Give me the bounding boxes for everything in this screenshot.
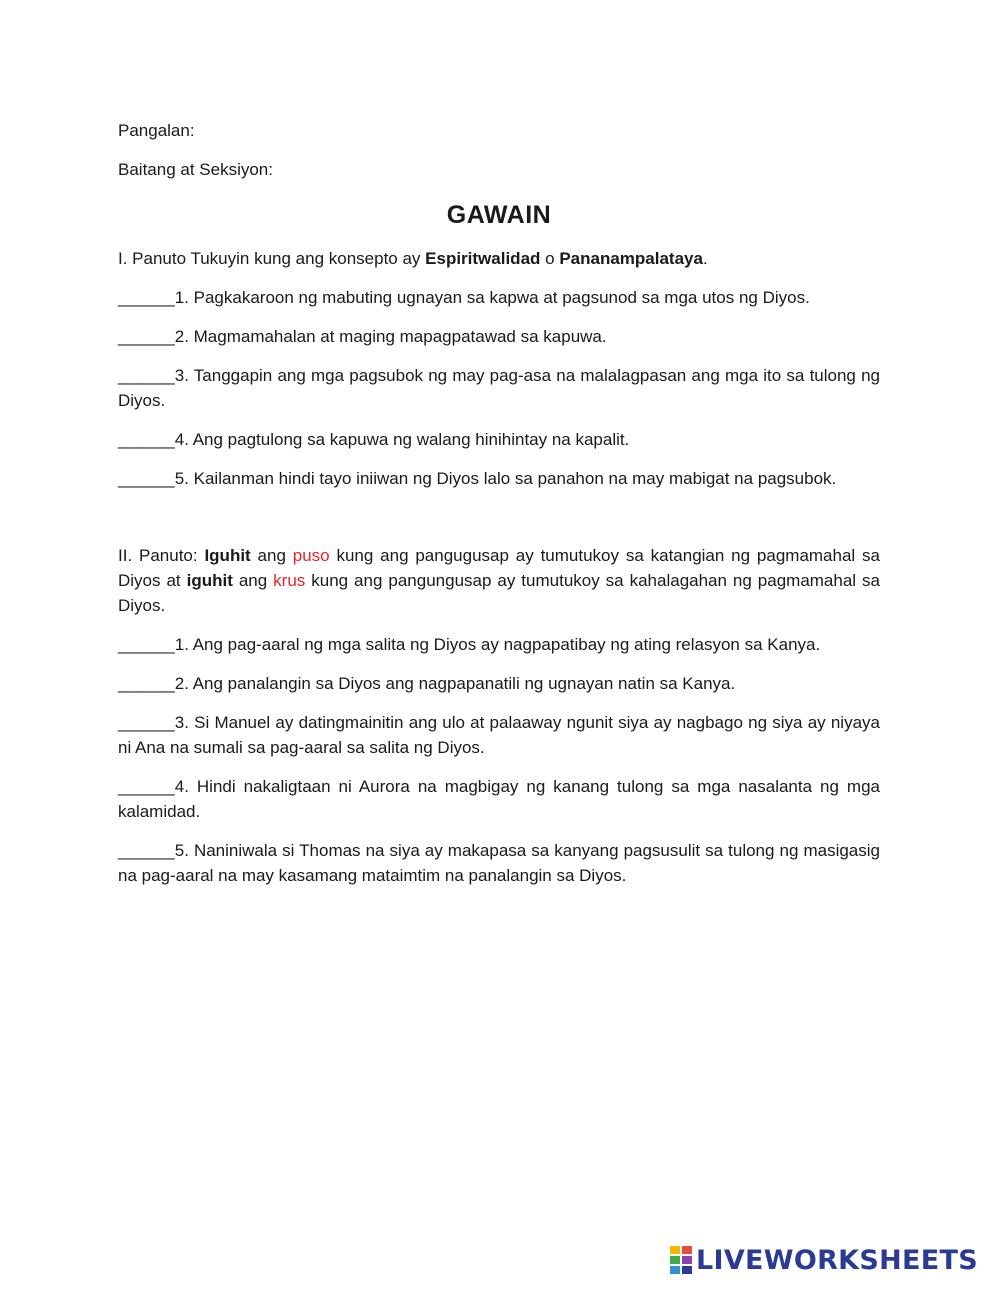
section2-instruction: II. Panuto: Iguhit ang puso kung ang pangugusap ay tumutukoy sa katangian ng pagmamahal sa Diyos at iguhit ang krus kung ang pangungusap ay tumutukoy sa kahalagahan ng pagmamahal sa Diyos. [118,546,880,615]
section2-item-5: ______5. Naniniwala si Thomas na siya ay makapasa sa kanyang pagsusulit sa tulong ng masigasig na pag-aaral na may kasamang mataimtim na panalangin sa Diyos. [118,841,880,885]
page-title: GAWAIN [446,201,552,229]
name-label: Pangalan: [118,121,195,140]
liveworksheets-brand [670,1243,978,1277]
section1-item-3: ______3. Tanggapin ang mga pagsubok ng may pag-asa na malalagpasan ang mga ito sa tulong ng Diyos. [118,366,880,410]
answer-blank[interactable]: ______ [118,635,175,654]
grade-section-label: Baitang at Seksiyon: [118,160,273,179]
worksheet-page [118,118,880,902]
answer-blank[interactable]: ______ [118,777,175,796]
section1-item-4: ______4. Ang pagtulong sa kapuwa ng walang hinihintay na kapalit. [118,430,630,449]
answer-blank[interactable]: ______ [118,469,175,488]
answer-blank[interactable]: ______ [118,430,175,449]
answer-blank[interactable]: ______ [118,327,175,346]
answer-blank[interactable]: ______ [118,713,175,732]
cross-keyword: krus [273,571,306,590]
section2-item-2: ______2. Ang panalangin sa Diyos ang nagpapanatili ng ugnayan natin sa Kanya. [118,674,736,693]
answer-blank[interactable]: ______ [118,366,175,385]
section1-item-5: ______5. Kailanman hindi tayo iniiwan ng Diyos lalo sa panahon na may mabigat na pagsubok. [118,469,837,488]
section-spacer [118,505,880,543]
section2-item-4: ______4. Hindi nakaligtaan ni Aurora na magbigay ng kanang tulong sa mga nasalanta ng mga kalamidad. [118,777,880,821]
section1-item-1: ______1. Pagkakaroon ng mabuting ugnayan sa kapwa at pagsunod sa mga utos ng Diyos. [118,288,810,307]
answer-blank[interactable]: ______ [118,288,175,307]
section2-item-3: ______3. Si Manuel ay datingmainitin ang ulo at palaaway ngunit siya ay nagbago ng siya ay niyaya ni Ana na sumali sa pag-aaral sa salita ng Diyos. [118,713,880,757]
section1-item-2: ______2. Magmamahalan at maging mapagpatawad sa kapuwa. [118,327,607,346]
answer-blank[interactable]: ______ [118,674,175,693]
brand-text: LIVEWORKSHEETS [695,1244,978,1276]
section2-item-1: ______1. Ang pag-aaral ng mga salita ng Diyos ay nagpapatibay ng ating relasyon sa Kanya. [118,635,821,654]
section1-instruction: I. Panuto Tukuyin kung ang konsepto ay Espiritwalidad o Pananampalataya. [118,249,708,268]
liveworksheets-logo-icon [670,1246,692,1274]
answer-blank[interactable]: ______ [118,841,175,860]
heart-keyword: puso [292,546,330,565]
